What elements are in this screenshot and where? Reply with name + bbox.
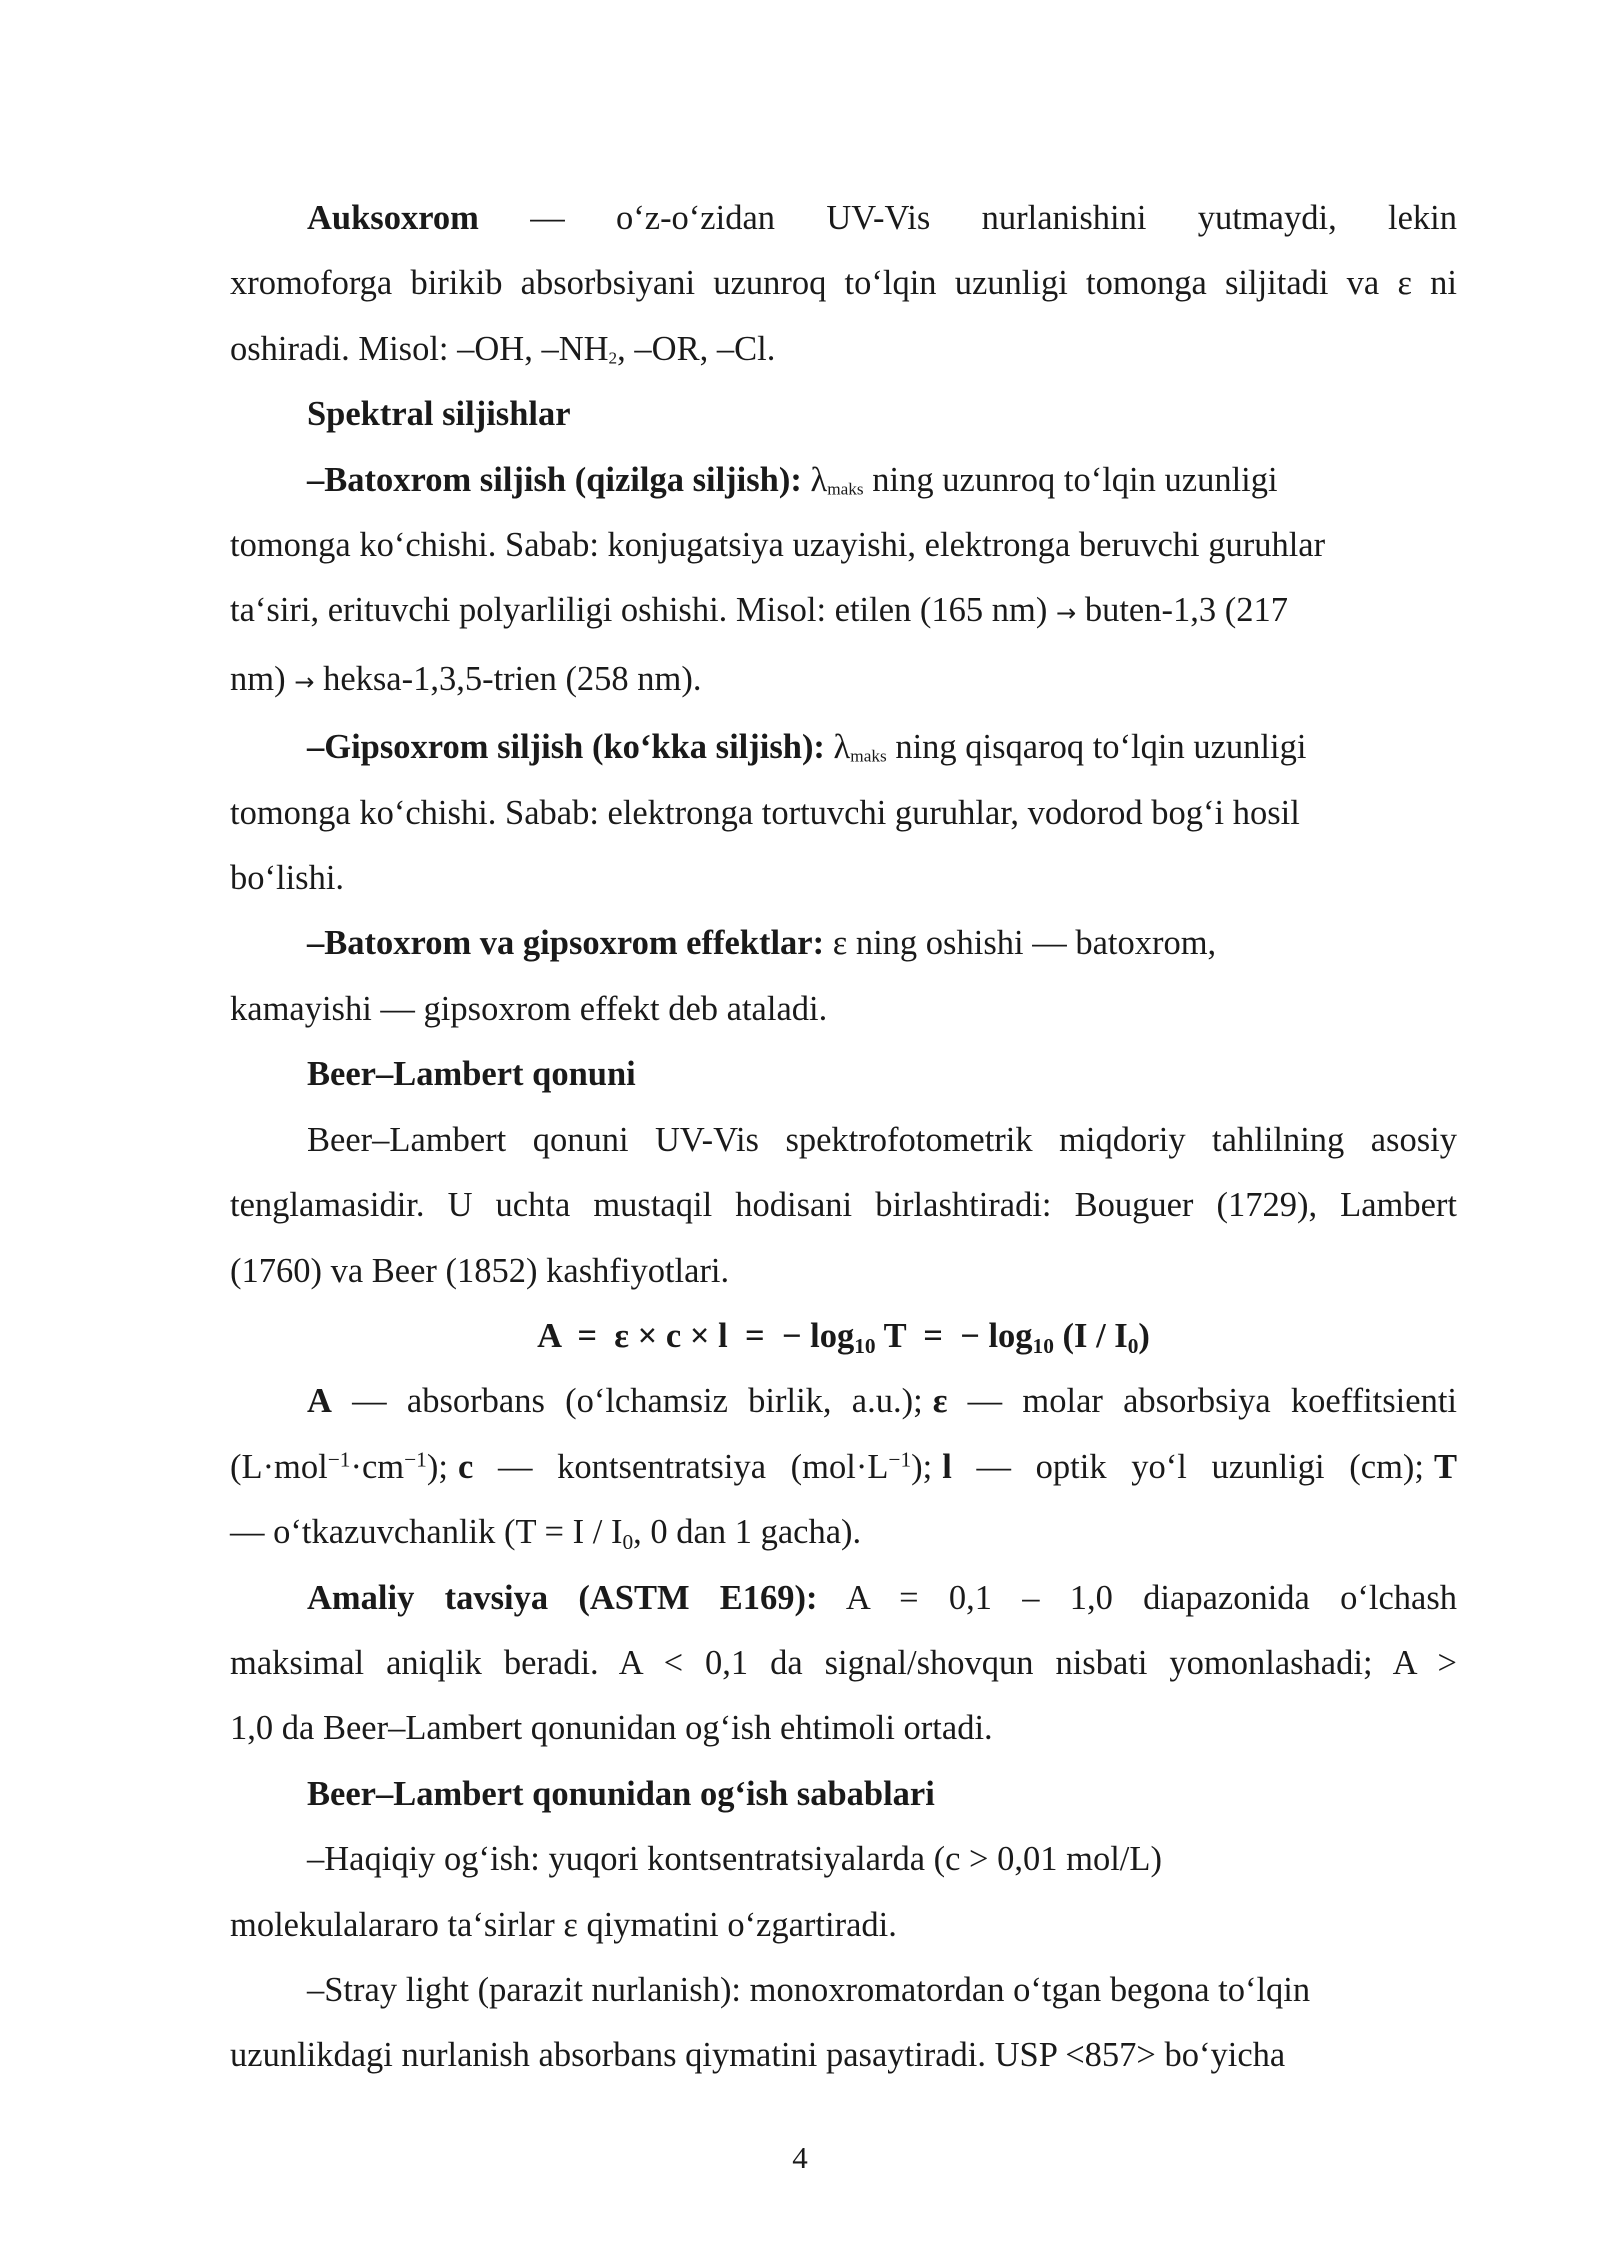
amaliy-term: Amaliy tavsiya (ASTM E169): [307, 1578, 818, 1617]
beer-intro-line-2: tenglamasidir. U uchta mustaqil hodisani birlashtiradi: Bouguer (1729), Lambert [230, 1186, 1457, 1225]
definitions-line-2: $(L\cdot mol^{-1}\cdot cm^{-1})$; c — kontsentratsiya $(mol\cdot L^{-1})$; l — optik yo‘l uzunligi (cm); T [230, 1446, 1457, 1486]
ogish-heading: Beer–Lambert qonunidan og‘ish sabablari [307, 1774, 935, 1813]
gipsoxrom-line-3: bo‘lishi. [230, 859, 345, 898]
beer-lambert-formula: A = ε × c × l = − $\log_{10} T$ = − $\log_{10} (I / I_0)$ [537, 1316, 1150, 1358]
definitions-line-1: A — absorbans (o‘lchamsiz birlik, a.u.); ε — molar absorbsiya koeffitsienti [307, 1382, 1457, 1421]
amaliy-line-3: 1,0 da Beer–Lambert qonunidan og‘ish ehtimoli ortadi. [230, 1709, 993, 1748]
page-body [230, 186, 1457, 2089]
arrow-icon: → [294, 667, 315, 696]
auksoxrom-line-2: xromoforga birikib absorbsiyani uzunroq to‘lqin uzunligi tomonga siljitadi va ε ni [230, 264, 1457, 303]
auksoxrom-term: Auksoxrom [307, 199, 479, 237]
batoxrom-term: –Batoxrom siljish (qizilga siljish): [307, 460, 802, 499]
spektral-heading: Spektral siljishlar [307, 395, 571, 434]
arrow-icon: → [1055, 599, 1077, 628]
gipsoxrom-term: –Gipsoxrom siljish (ko‘kka siljish): [307, 728, 825, 767]
ogish-p2-line-1: –Stray light (parazit nurlanish): monoxromatordan o‘tgan begona to‘lqin [307, 1970, 1311, 2009]
gipsoxrom-line-1: –Gipsoxrom siljish (ko‘kka siljish): λmaks ning qisqaroq to‘lqin uzunligi [307, 728, 1307, 767]
auksoxrom-line-3: oshiradi. Misol: –OH, –NH2, –OR, –Cl. [230, 329, 776, 368]
beer-heading: Beer–Lambert qonuni [307, 1055, 636, 1094]
effektlar-term: –Batoxrom va gipsoxrom effektlar: [307, 924, 825, 963]
page-number: 4 [792, 2140, 808, 2175]
gipsoxrom-line-2: tomonga ko‘chishi. Sabab: elektronga tortuvchi guruhlar, vodorod bog‘i hosil [230, 793, 1300, 832]
ogish-p2-line-2: uzunlikdagi nurlanish absorbans qiymatini pasaytiradi. USP <857> bo‘yicha [230, 2036, 1286, 2075]
batoxrom-line-3: ta‘siri, erituvchi polyarliligi oshishi. Misol: etilen (165 nm) → buten-1,3 (217 [230, 591, 1288, 630]
beer-intro-line-3: (1760) va Beer (1852) kashfiyotlari. [230, 1251, 730, 1290]
effektlar-line-2: kamayishi — gipsoxrom effekt deb ataladi. [230, 989, 828, 1028]
batoxrom-line-2: tomonga ko‘chishi. Sabab: konjugatsiya uzayishi, elektronga beruvchi guruhlar [230, 526, 1326, 565]
amaliy-line-1: Amaliy tavsiya (ASTM E169): A = 0,1 – 1,0 diapazonida o‘lchash [307, 1578, 1457, 1617]
batoxrom-line-1: –Batoxrom siljish (qizilga siljish): λmaks ning uzunroq to‘lqin uzunligi [307, 460, 1278, 499]
amaliy-line-2: maksimal aniqlik beradi. A < 0,1 da signal/shovqun nisbati yomonlashadi; A > [230, 1643, 1457, 1682]
auksoxrom-line-1: Auksoxrom — o‘z-o‘zidan UV-Vis nurlanishini yutmaydi, lekin [307, 199, 1457, 237]
definitions-line-3: — o‘tkazuvchanlik ($T = I / I_0$, 0 dan 1 gacha). [230, 1513, 862, 1555]
effektlar-line-1: –Batoxrom va gipsoxrom effektlar: ε ning oshishi — batoxrom, [307, 924, 1217, 963]
beer-intro-line-1: Beer–Lambert qonuni UV-Vis spektrofotometrik miqdoriy tahlilning asosiy [307, 1120, 1457, 1159]
ogish-p1-line-1: –Haqiqiy og‘ish: yuqori kontsentratsiyalarda (c > 0,01 mol/L) [307, 1840, 1162, 1879]
ogish-p1-line-2: molekulalararo ta‘sirlar ε qiymatini o‘zgartiradi. [230, 1905, 897, 1944]
batoxrom-line-4: nm) → heksa-1,3,5-trien (258 nm). [230, 659, 702, 698]
